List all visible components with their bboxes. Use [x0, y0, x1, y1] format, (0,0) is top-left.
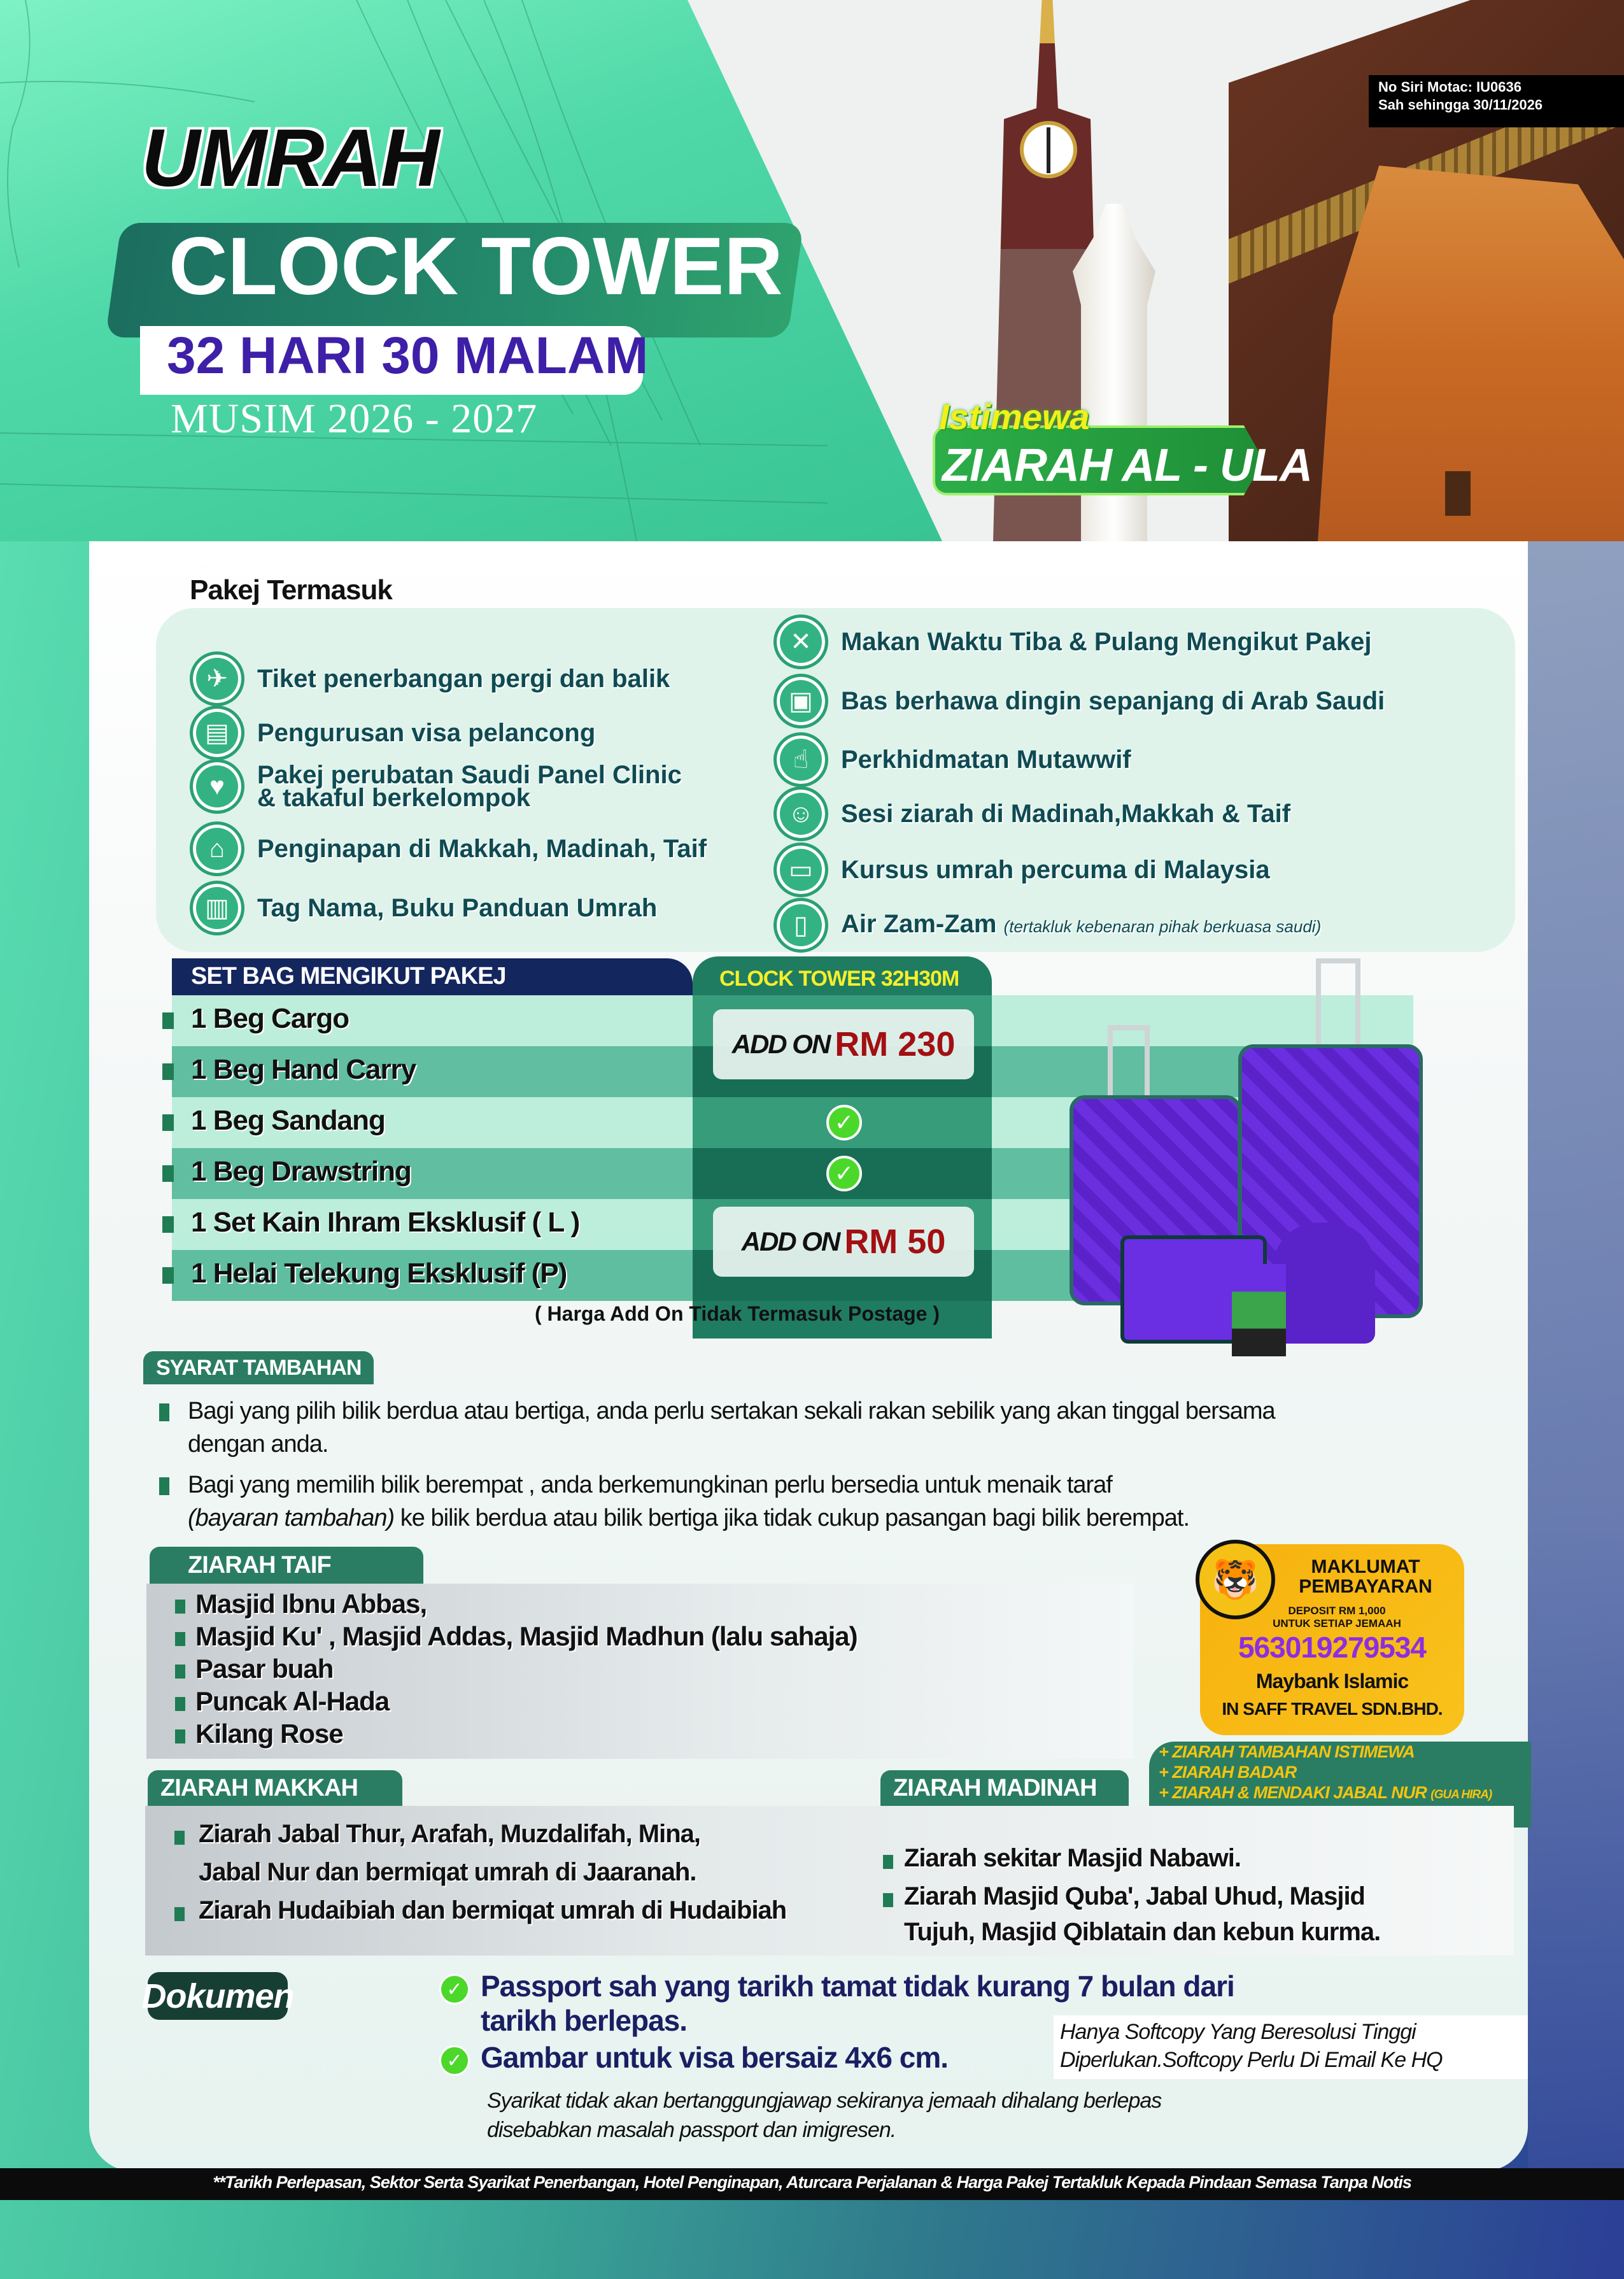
bag-item: 1 Beg Drawstring — [191, 1156, 411, 1187]
extra-ziarah-text: + ZIARAH & MENDAKI JABAL NUR — [1159, 1783, 1427, 1802]
water-bottle-icon: ▯ — [773, 898, 828, 953]
presentation-icon: ▭ — [773, 842, 828, 897]
inclusion-text: Sesi ziarah di Madinah,Makkah & Taif — [841, 800, 1291, 828]
motac-validity: Sah sehingga 30/11/2026 — [1378, 97, 1543, 113]
addon-price: RM 50 — [844, 1223, 946, 1261]
bullet-icon — [883, 1855, 893, 1869]
syarat-line-italic: (bayaran tambahan) — [188, 1505, 395, 1531]
luggage-handle — [1108, 1025, 1150, 1097]
luggage-handle — [1316, 958, 1360, 1047]
ziarah-madinah-item: Ziarah Masjid Quba', Jabal Uhud, Masjid — [904, 1882, 1365, 1910]
package-column-header: CLOCK TOWER 32H30M — [719, 967, 959, 991]
rock-tomb-door — [1445, 471, 1471, 516]
payment-title: MAKLUMAT — [1311, 1556, 1420, 1577]
inclusion-visa — [190, 706, 595, 760]
extra-ziarah-note: (GUA HIRA) — [1430, 1788, 1492, 1801]
bullet-icon — [175, 1729, 185, 1743]
medical-insurance-icon: ♥ — [190, 759, 244, 814]
disclaimer: Syarikat tidak akan bertanggungjawap sekiranya jemaah dihalang berlepas — [487, 2089, 1162, 2113]
dokumen-label: Dokumen — [148, 1972, 288, 2020]
inclusion-text: Makan Waktu Tiba & Pulang Mengikut Pakej — [841, 628, 1372, 656]
addon-postage-note: ( Harga Add On Tidak Termasuk Postage ) — [535, 1302, 940, 1325]
inclusion-flight-ticket — [190, 651, 670, 706]
inclusion-text: Tag Nama, Buku Panduan Umrah — [257, 894, 658, 922]
check-icon: ✓ — [439, 2045, 470, 2076]
group-ziarah-icon: ☺ — [773, 786, 828, 841]
softcopy-note: Diperlukan.Softcopy Perlu Di Email Ke HQ — [1060, 2048, 1443, 2072]
hotel-bed-icon: ⌂ — [190, 821, 244, 876]
ziarah-taif-item: Masjid Ku' , Masjid Addas, Masjid Madhun (lalu sahaja) — [195, 1621, 858, 1651]
extra-ziarah-item: + ZIARAH BADAR — [1159, 1763, 1297, 1782]
company-name: IN SAFF TRAVEL SDN.BHD. — [1222, 1699, 1443, 1719]
ziarah-makkah-item: Ziarah Jabal Thur, Arafah, Muzdalifah, Mina, — [199, 1820, 700, 1848]
softcopy-note: Hanya Softcopy Yang Beresolusi Tinggi — [1060, 2020, 1416, 2044]
payment-title: PEMBAYARAN — [1299, 1576, 1432, 1597]
bullet-icon — [162, 1063, 174, 1080]
ziarah-madinah-item-cont: Tujuh, Masjid Qiblatain dan kebun kurma. — [904, 1918, 1381, 1946]
title-clock-tower: CLOCK TOWER — [169, 221, 783, 312]
check-icon: ✓ — [439, 1974, 470, 2005]
bullet-icon — [159, 1403, 169, 1421]
dokumen-item-cont: tarikh berlepas. — [481, 2004, 688, 2037]
disclaimer: disebabkan masalah passport dan imigresen. — [487, 2118, 896, 2142]
bag-item: 1 Set Kain Ihram Eksklusif ( L ) — [191, 1207, 580, 1238]
inclusion-meals — [773, 614, 1372, 669]
inclusion-note: (tertakluk kebenaran pihak berkuasa saudi) — [1003, 917, 1322, 936]
season-label: MUSIM 2026 - 2027 — [171, 395, 538, 442]
ziarah-taif-item: Kilang Rose — [195, 1719, 343, 1749]
payment-deposit: DEPOSIT RM 1,000 — [1288, 1605, 1386, 1617]
clock-hand — [1047, 127, 1050, 173]
bank-name: Maybank Islamic — [1255, 1670, 1409, 1693]
inclusion-text-main: Air Zam-Zam — [841, 910, 997, 938]
syarat-title: SYARAT TAMBAHAN — [143, 1351, 374, 1384]
syarat-item — [188, 1468, 1189, 1535]
inclusion-accommodation — [190, 821, 707, 876]
header-banner — [0, 0, 1624, 541]
inclusion-name-tag — [190, 881, 657, 935]
bullet-icon — [162, 1267, 174, 1284]
ziarah-madinah-title: ZIARAH MADINAH — [880, 1770, 1129, 1806]
inclusion-ziarah — [773, 786, 1290, 841]
ziarah-taif-title: ZIARAH TAIF — [150, 1547, 423, 1584]
inclusion-course — [773, 842, 1270, 897]
duration-label: 32 HARI 30 MALAM — [167, 327, 649, 385]
inclusion-text — [841, 911, 1321, 940]
ziarah-taif-item: Puncak Al-Hada — [195, 1686, 390, 1716]
special-title: ZIARAH AL - ULA — [942, 440, 1312, 491]
maybank-tiger-icon: 🐯 — [1196, 1540, 1275, 1619]
bullet-icon — [883, 1893, 893, 1907]
bullet-icon — [175, 1600, 185, 1614]
ziarah-makkah-title: ZIARAH MAKKAH — [148, 1770, 402, 1806]
syarat-line: dengan anda. — [188, 1431, 328, 1458]
bullet-icon — [175, 1665, 185, 1679]
motac-serial: No Siri Motac: IU0636 — [1378, 79, 1522, 95]
syarat-line: ke bilik berdua atau bilik bertiga jika tidak cukup pasangan bagi bilik berempat. — [394, 1505, 1190, 1531]
bag-item: 1 Beg Cargo — [191, 1003, 350, 1034]
addon-price-box — [713, 1207, 974, 1277]
dokumen-item: Gambar untuk visa bersaiz 4x6 cm. — [481, 2041, 949, 2074]
al-ula-rock-tomb-image — [1318, 166, 1624, 541]
bus-icon: ▣ — [773, 674, 828, 728]
bullet-icon — [162, 1012, 174, 1029]
inclusion-text: Penginapan di Makkah, Madinah, Taif — [257, 835, 707, 863]
title-umrah: UMRAH — [141, 113, 439, 204]
inclusions-title: Pakej Termasuk — [190, 574, 392, 606]
addon-prefix: ADD ON — [731, 1029, 830, 1059]
dokumen-item: Passport sah yang tarikh tamat tidak kurang 7 bulan dari — [481, 1970, 1234, 2003]
syarat-line: Bagi yang pilih bilik berdua atau bertiga, anda perlu sertakan sekali rakan sebilik yang akan tinggal bersama — [188, 1398, 1275, 1424]
bullet-icon — [162, 1216, 174, 1233]
inclusion-text-line2: & takaful berkelompok — [257, 784, 531, 812]
check-icon: ✓ — [826, 1156, 862, 1191]
bullet-icon — [174, 1831, 185, 1845]
guide-person-icon: ☝ — [773, 732, 828, 787]
inclusion-bus — [773, 674, 1385, 728]
inclusion-mutawwif — [773, 732, 1131, 787]
bullet-icon — [175, 1632, 185, 1646]
bullet-icon — [159, 1477, 169, 1495]
inclusion-zamzam — [773, 898, 1321, 953]
bag-item: 1 Beg Sandang — [191, 1105, 385, 1136]
inclusion-text: Bas berhawa dingin sepanjang di Arab Saudi — [841, 687, 1385, 715]
bag-table-header-text: SET BAG MENGIKUT PAKEJ — [191, 963, 506, 990]
ziarah-makkah-item: Ziarah Hudaibiah dan bermiqat umrah di Hudaibiah — [199, 1896, 787, 1924]
inclusion-text: Pengurusan visa pelancong — [257, 719, 596, 747]
extra-ziarah-item — [1159, 1783, 1492, 1803]
side-decorative-pattern — [1528, 541, 1624, 2171]
payment-deposit-note: UNTUK SETIAP JEMAAH — [1273, 1617, 1401, 1629]
bag-item: 1 Helai Telekung Eksklusif (P) — [191, 1258, 567, 1289]
bullet-icon — [175, 1697, 185, 1711]
ziarah-taif-item: Pasar buah — [195, 1654, 334, 1684]
check-icon: ✓ — [826, 1105, 862, 1140]
account-number[interactable]: 563019279534 — [1238, 1631, 1426, 1664]
syarat-item — [188, 1395, 1275, 1461]
book-icon: ▥ — [190, 881, 244, 935]
drawstring-bag-image — [1273, 1223, 1375, 1344]
inclusion-text: Perkhidmatan Mutawwif — [841, 746, 1131, 774]
bag-item: 1 Beg Hand Carry — [191, 1054, 416, 1085]
addon-price-box — [713, 1009, 974, 1079]
ziarah-taif-item: Masjid Ibnu Abbas, — [195, 1589, 427, 1619]
bullet-icon — [162, 1165, 174, 1182]
inclusion-text: Tiket penerbangan pergi dan balik — [257, 665, 670, 693]
bullet-icon — [174, 1907, 185, 1921]
footer-disclaimer: **Tarikh Perlepasan, Sektor Serta Syarikat Penerbangan, Hotel Penginapan, Aturcara Perjalanan & Harga Pakej Tertakluk Kepada Pindaan Semasa Tanpa Notis — [213, 2173, 1411, 2192]
airplane-icon: ✈ — [190, 651, 244, 706]
inclusion-text-line1: Pakej perubatan Saudi Panel Clinic — [257, 761, 682, 789]
guide-book-image — [1232, 1264, 1286, 1356]
inclusion-text — [257, 762, 682, 811]
extra-ziarah-item: + ZIARAH TAMBAHAN ISTIMEWA — [1159, 1742, 1415, 1761]
bullet-icon — [162, 1114, 174, 1131]
addon-prefix: ADD ON — [741, 1226, 840, 1256]
syarat-line: Bagi yang memilih bilik berempat , anda berkemungkinan perlu bersedia untuk menaik taraf — [188, 1472, 1112, 1498]
fork-knife-icon: ✕ — [773, 614, 828, 669]
passport-visa-icon: ▤ — [190, 706, 244, 760]
inclusion-text: Kursus umrah percuma di Malaysia — [841, 856, 1270, 884]
ziarah-makkah-item-cont: Jabal Nur dan bermiqat umrah di Jaaranah. — [199, 1858, 696, 1886]
inclusion-medical — [190, 759, 682, 814]
ziarah-madinah-item: Ziarah sekitar Masjid Nabawi. — [904, 1844, 1241, 1872]
special-tag: Istimewa — [939, 397, 1090, 437]
addon-price: RM 230 — [835, 1025, 956, 1063]
